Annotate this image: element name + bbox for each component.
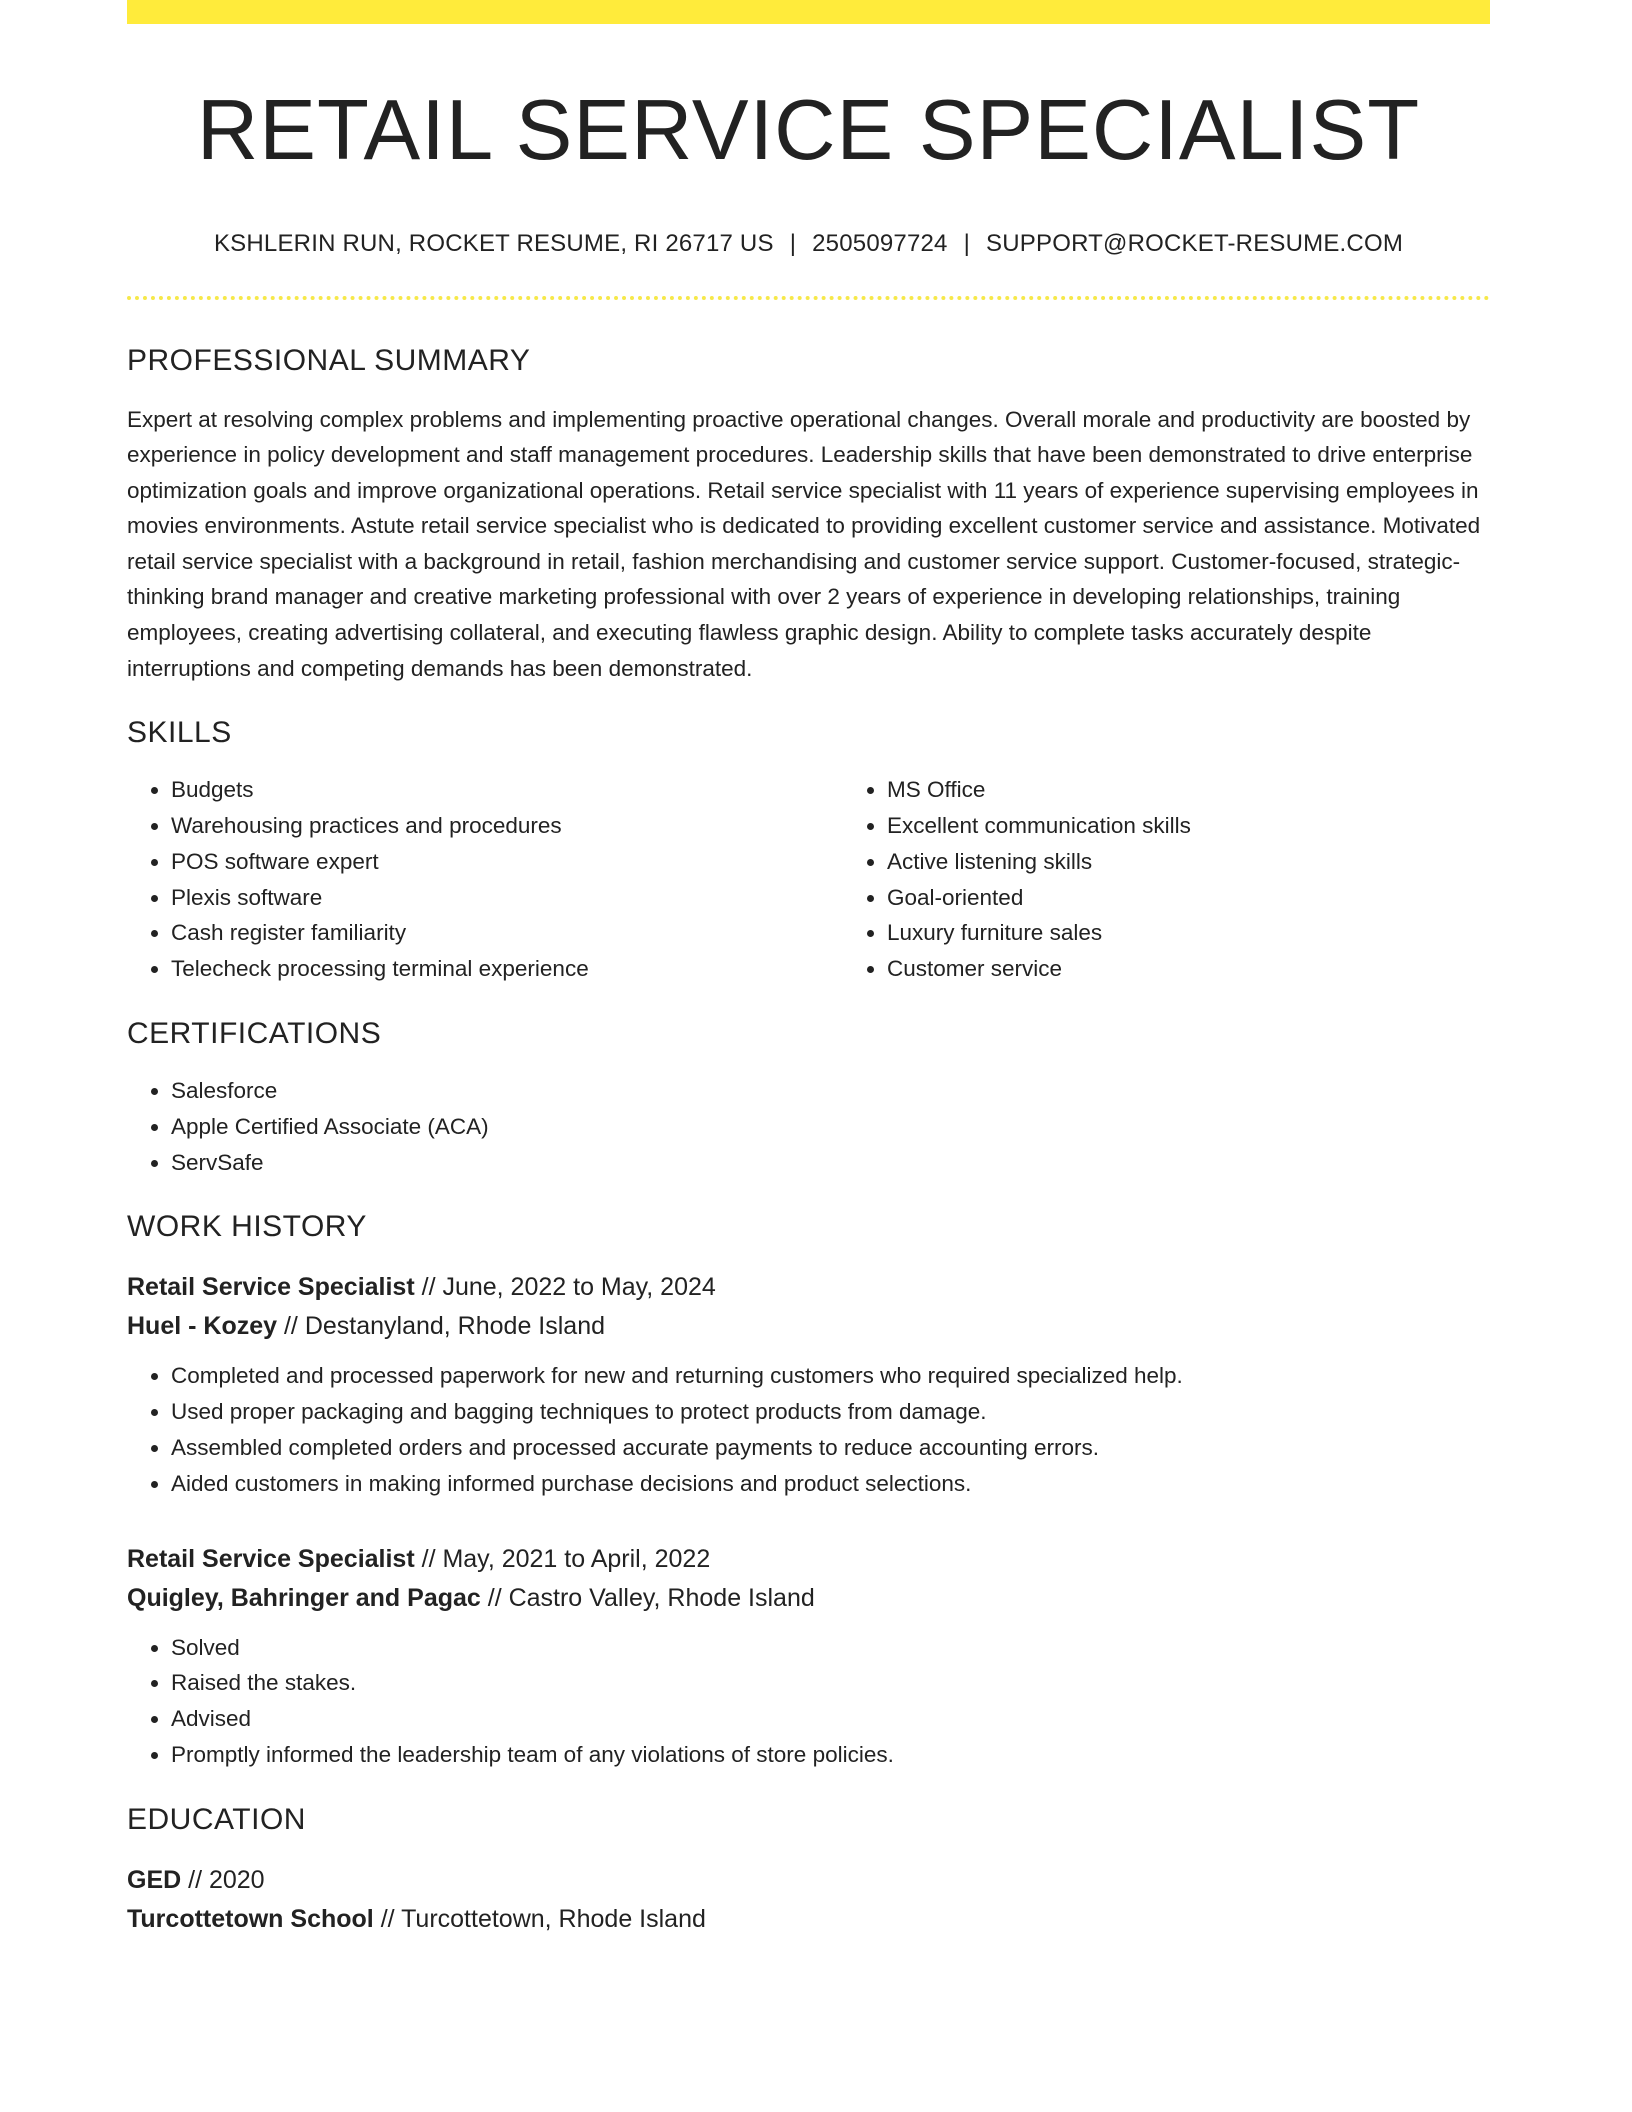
contact-address: KSHLERIN RUN, ROCKET RESUME, RI 26717 US [213, 229, 774, 257]
contact-line [127, 230, 1490, 258]
skill-item: • Luxury furniture sales [887, 915, 1559, 951]
accent-bar [127, 0, 1490, 24]
skill-item: • Excellent communication skills [887, 808, 1559, 844]
resume-title: RETAIL SERVICE SPECIALIST [196, 83, 1421, 178]
certification-item: • Salesforce [171, 1073, 1490, 1109]
skills-right-column [843, 772, 1559, 987]
skill-item: • Plexis software [171, 880, 843, 916]
job-bullet: • Raised the stakes. [171, 1665, 1490, 1701]
job-bullet: • Promptly informed the leadership team of any violations of store policies. [171, 1737, 1490, 1773]
education-degree: GED [127, 1865, 182, 1894]
job-role: Retail Service Specialist [127, 1544, 415, 1573]
summary-text: Expert at resolving complex problems and implementing proactive operational changes. Overall morale and productivity are boosted by experience in policy development and staff management procedures. Leadership skills that have been demonstrated to drive enterprise optimization goals and improve organizational operations. Retail service specialist with 11 years of experience supervising employees in movies environments. Astute retail service specialist who is dedicated to providing excellent customer service and assistance. Motivated retail service specialist with a background in retail, fashion merchandising and customer service support. Customer-focused, strategic-thinking brand manager and creative marketing professional with over 2 years of experience in developing relationships, training employees, creating advertising collateral, and executing flawless graphic design. Ability to complete tasks accurately despite interruptions and competing demands has been demonstrated. [127, 406, 1481, 681]
skill-item: • Cash register familiarity [171, 915, 843, 951]
job-bullet: • Advised [171, 1701, 1490, 1737]
contact-email[interactable]: SUPPORT@ROCKET-RESUME.COM [986, 229, 1404, 257]
certification-item: • ServSafe [171, 1145, 1490, 1181]
skill-item: • Warehousing practices and procedures [171, 808, 843, 844]
job-role: Retail Service Specialist [127, 1273, 415, 1302]
dotted-divider [127, 296, 1490, 300]
education-school: Turcottetown School [127, 1904, 374, 1933]
work-history-heading: WORK HISTORY [127, 1210, 367, 1244]
summary-heading: PROFESSIONAL SUMMARY [127, 343, 531, 377]
skill-item: • POS software expert [171, 844, 843, 880]
job-bullet: • Solved [171, 1630, 1490, 1666]
education-entry [127, 1861, 1490, 1939]
resume-page [127, 0, 1490, 1939]
skill-item: • Telecheck processing terminal experience [171, 951, 843, 987]
skill-item: • Customer service [887, 951, 1559, 987]
job-bullet: • Used proper packaging and bagging techniques to protect products from damage. [171, 1394, 1490, 1430]
skills-heading: SKILLS [127, 716, 232, 750]
job-company: Quigley, Bahringer and Pagac [127, 1583, 481, 1612]
skill-item: • Active listening skills [887, 844, 1559, 880]
job-header [127, 1268, 1490, 1346]
job-header [127, 1540, 1490, 1618]
skill-item: • MS Office [887, 772, 1559, 808]
job-dates: // May, 2021 to April, 2022 [414, 1544, 711, 1573]
job-bullet: • Aided customers in making informed purchase decisions and product selections. [171, 1466, 1490, 1502]
certifications-heading: CERTIFICATIONS [127, 1017, 382, 1051]
job-bullets [127, 1358, 1490, 1501]
contact-phone[interactable]: 2505097724 [812, 229, 948, 257]
job-company: Huel - Kozey [127, 1312, 278, 1341]
certifications-list [127, 1073, 1490, 1180]
skills-left-column [127, 772, 843, 987]
job-bullet: • Assembled completed orders and processed accurate payments to reduce accounting errors. [171, 1430, 1490, 1466]
skill-item: • Goal-oriented [887, 880, 1559, 916]
contact-separator: | [963, 229, 971, 257]
skill-item: • Budgets [171, 772, 843, 808]
education-year: // 2020 [181, 1865, 265, 1894]
skills-list [127, 772, 1490, 987]
job-dates: // June, 2022 to May, 2024 [414, 1273, 716, 1302]
contact-separator: | [789, 229, 797, 257]
job-location: // Castro Valley, Rhode Island [480, 1583, 815, 1612]
education-location: // Turcottetown, Rhode Island [373, 1904, 706, 1933]
education-heading: EDUCATION [127, 1802, 306, 1836]
job-location: // Destanyland, Rhode Island [277, 1312, 606, 1341]
job-bullets [127, 1630, 1490, 1773]
job-bullet: • Completed and processed paperwork for new and returning customers who required specialized help. [171, 1358, 1490, 1394]
certification-item: • Apple Certified Associate (ACA) [171, 1109, 1490, 1145]
